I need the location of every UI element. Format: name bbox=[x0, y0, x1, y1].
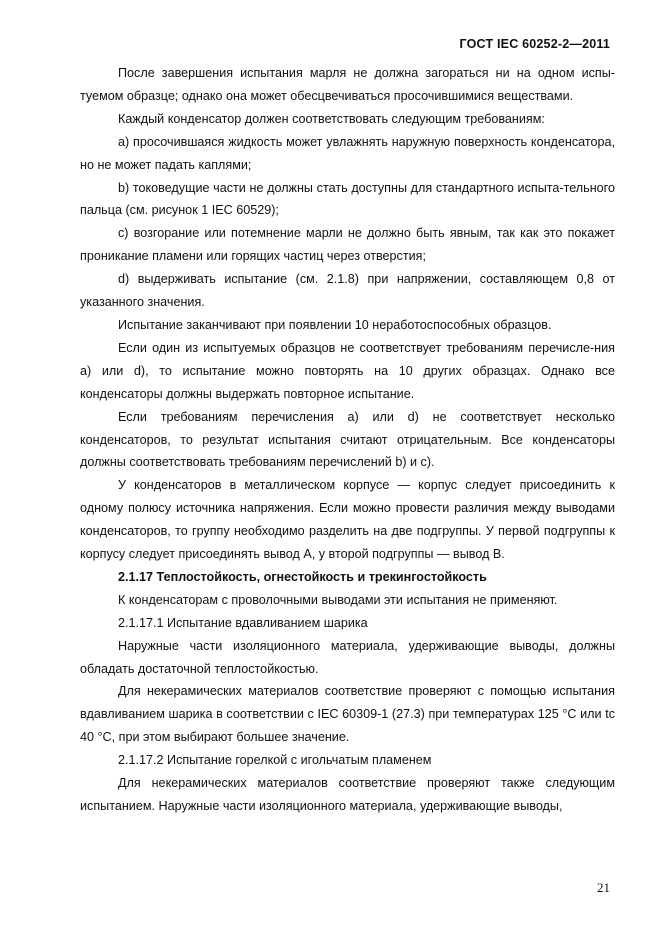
list-item-a: a) просочившаяся жидкость может увлажнять наружную поверхность конденсатора, но не может падать каплями; bbox=[80, 134, 615, 172]
list-item-d: d) выдерживать испытание (см. 2.1.8) при напряжении, составляющем 0,8 от указанного значения. bbox=[80, 272, 615, 310]
page-body bbox=[80, 62, 615, 818]
paragraph: К конденсаторам с проволочными выводами эти испытания не применяют. bbox=[118, 592, 558, 607]
paragraph: Если один из испытуемых образцов не соответствует требованиям перечисле-ния a) или d), то испытание можно повторять на 10 других образцах. Однако все конденсаторы должны выдержать повторное испытание. bbox=[80, 340, 615, 401]
list-item-c: c) возгорание или потемнение марли не должно быть явным, так как это покажет проникание пламени или горящих частиц через отверстия; bbox=[80, 226, 615, 264]
paragraph: Испытание заканчивают при появлении 10 неработоспособных образцов. bbox=[118, 317, 552, 332]
paragraph: После завершения испытания марля не должна загораться ни на одном испы-туемом образце; однако она может обесцвечиваться просочившимися веществами. bbox=[80, 66, 615, 103]
page-number: 21 bbox=[597, 880, 610, 895]
document-code-header: ГОСТ IEC 60252-2—2011 bbox=[459, 37, 610, 51]
list-item-b: b) токоведущие части не должны стать доступны для стандартного испыта-тельного пальца (см. рисунок 1 IEC 60529); bbox=[80, 180, 615, 218]
paragraph: Каждый конденсатор должен соответствовать следующим требованиям: bbox=[118, 111, 545, 126]
subsection-title: 2.1.17.1 Испытание вдавливанием шарика bbox=[118, 615, 368, 630]
paragraph: Для некерамических материалов соответствие проверяют с помощью испытания вдавливанием шарика в соответствии с IEC 60309-1 (27.3) при температурах 125 °C или tc 40 °C, при этом выбирают большее значение. bbox=[80, 684, 615, 745]
paragraph: У конденсаторов в металлическом корпусе — корпус следует присоединить к одному полюсу источника напряжения. Если можно провести различия между выводами конденсаторов, то группу необходимо разделить на две подгруппы. У первой подгруппы к корпусу следует присоединять вывод A, у второй подгруппы — вывод B. bbox=[80, 478, 615, 562]
paragraph: Для некерамических материалов соответствие проверяют также следующим испытанием. Наружные части изоляционного материала, удерживающие выводы, bbox=[80, 776, 615, 813]
paragraph: Если требованиям перечисления a) или d) не соответствует несколько конденсаторов, то результат испытания считают отрицательным. Все конденсаторы должны соответствовать требованиям перечислений b) и c). bbox=[80, 409, 615, 470]
paragraph: Наружные части изоляционного материала, удерживающие выводы, должны обладать достаточной теплостойкостью. bbox=[80, 638, 615, 676]
section-heading: 2.1.17 Теплостойкость, огнестойкость и трекингостойкость bbox=[118, 569, 487, 584]
subsection-title: 2.1.17.2 Испытание горелкой с игольчатым пламенем bbox=[118, 753, 432, 768]
